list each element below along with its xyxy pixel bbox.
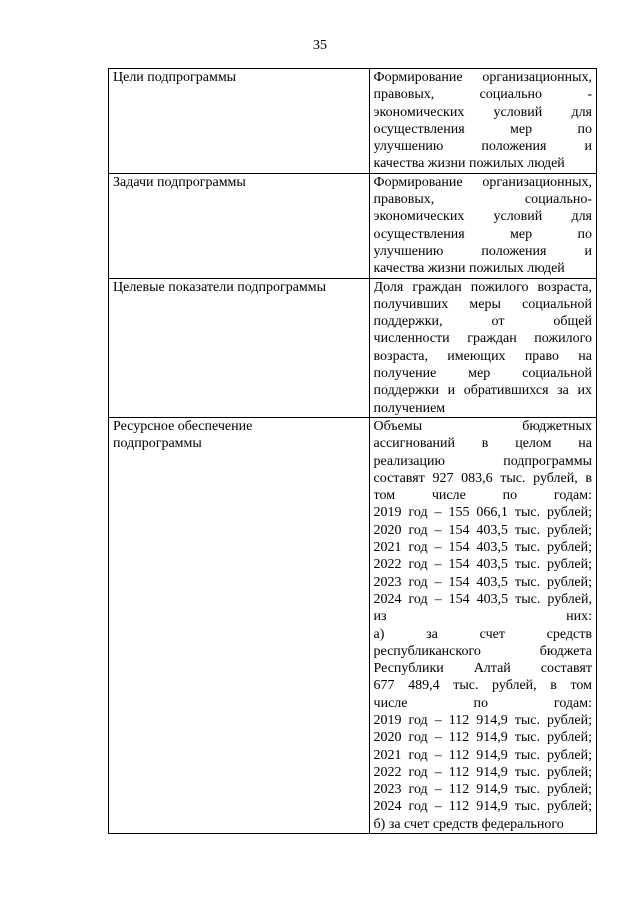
row-value-line: республиканского бюджета	[373, 643, 592, 659]
row-value-line: 2019 год – 112 914,9 тыс. рублей;	[373, 712, 592, 728]
row-value-cell	[369, 173, 596, 278]
row-value-line: поддержки, от общей	[373, 314, 592, 330]
row-label-text: Ресурсное обеспечение	[113, 418, 253, 434]
row-value-line: из них:	[373, 609, 592, 625]
row-value-line: 2024 год – 154 403,5 тыс. рублей,	[373, 591, 592, 607]
row-value-line: реализацию подпрограммы	[373, 453, 592, 469]
row-value-line: экономических условий для	[373, 104, 592, 120]
row-value-line: получение мер социальной	[373, 366, 592, 382]
row-value-cell	[369, 417, 596, 833]
table-row	[109, 69, 597, 174]
row-value-line: 677 489,4 тыс. рублей, в том	[373, 678, 592, 694]
row-value-line: ассигнований в целом на	[373, 436, 592, 452]
row-value-line: Формирование организационных,	[373, 70, 592, 85]
row-value-line: правовых, социально-	[373, 192, 592, 208]
row-label-text: Задачи подпрограммы	[113, 174, 246, 190]
row-label-cell	[109, 173, 370, 278]
row-value-line: 2024 год – 112 914,9 тыс. рублей;	[373, 799, 592, 815]
row-value-line: числе по годам:	[373, 695, 592, 711]
row-label-text: Цели подпрограммы	[113, 70, 237, 85]
page-number: 35	[313, 38, 327, 53]
row-label-text: подпрограммы	[113, 436, 202, 452]
row-value-line: 2022 год – 112 914,9 тыс. рублей;	[373, 764, 592, 780]
row-value-cell	[369, 69, 596, 174]
row-value-line: составят 927 083,6 тыс. рублей, в	[373, 470, 592, 486]
row-value-line: возраста, имеющих право на	[373, 348, 592, 364]
row-value-line: 2020 год – 154 403,5 тыс. рублей;	[373, 522, 592, 538]
row-value-line: 2019 год – 155 066,1 тыс. рублей;	[373, 505, 592, 521]
row-value-line: Формирование организационных,	[373, 174, 592, 190]
row-value-line: Объемы бюджетных	[373, 418, 592, 434]
row-value-cell	[369, 278, 596, 417]
row-value-line: экономических условий для	[373, 209, 592, 225]
row-value-line: получением	[373, 400, 446, 416]
row-value-line: качества жизни пожилых людей	[373, 156, 565, 172]
table-row	[109, 278, 597, 417]
row-label-text: Целевые показатели подпрограммы	[113, 279, 327, 295]
row-label-cell	[109, 69, 370, 174]
row-label-cell	[109, 278, 370, 417]
row-value-line: улучшению положения и	[373, 139, 592, 155]
row-value-line: а) за счет средств	[373, 626, 592, 642]
row-value-line: 2020 год – 112 914,9 тыс. рублей;	[373, 730, 592, 746]
row-value-line: осуществления мер по	[373, 121, 592, 137]
row-value-line: 2023 год – 112 914,9 тыс. рублей;	[373, 782, 592, 798]
table-row	[109, 173, 597, 278]
subprogram-passport-table	[108, 68, 597, 834]
row-value-line: б) за счет средств федерального	[373, 816, 564, 832]
row-value-line: численности граждан пожилого	[373, 331, 592, 347]
row-value-line: 2022 год – 154 403,5 тыс. рублей;	[373, 557, 592, 573]
row-value-line: 2021 год – 112 914,9 тыс. рублей;	[373, 747, 592, 763]
row-value-line: 2021 год – 154 403,5 тыс. рублей;	[373, 540, 592, 556]
row-value-line: 2023 год – 154 403,5 тыс. рублей;	[373, 574, 592, 590]
row-value-line: правовых, социально -	[373, 87, 592, 103]
row-value-line: Республики Алтай составят	[373, 661, 592, 677]
row-label-cell	[109, 417, 370, 833]
row-value-line: том числе по годам:	[373, 488, 592, 504]
row-value-line: качества жизни пожилых людей	[373, 261, 565, 277]
row-value-line: поддержки и обратившихся за их	[373, 383, 592, 399]
row-value-line: Доля граждан пожилого возраста,	[373, 279, 592, 295]
table-row	[109, 417, 597, 833]
row-value-line: улучшению положения и	[373, 243, 592, 259]
row-value-line: получивших меры социальной	[373, 296, 592, 312]
row-value-line: осуществления мер по	[373, 226, 592, 242]
